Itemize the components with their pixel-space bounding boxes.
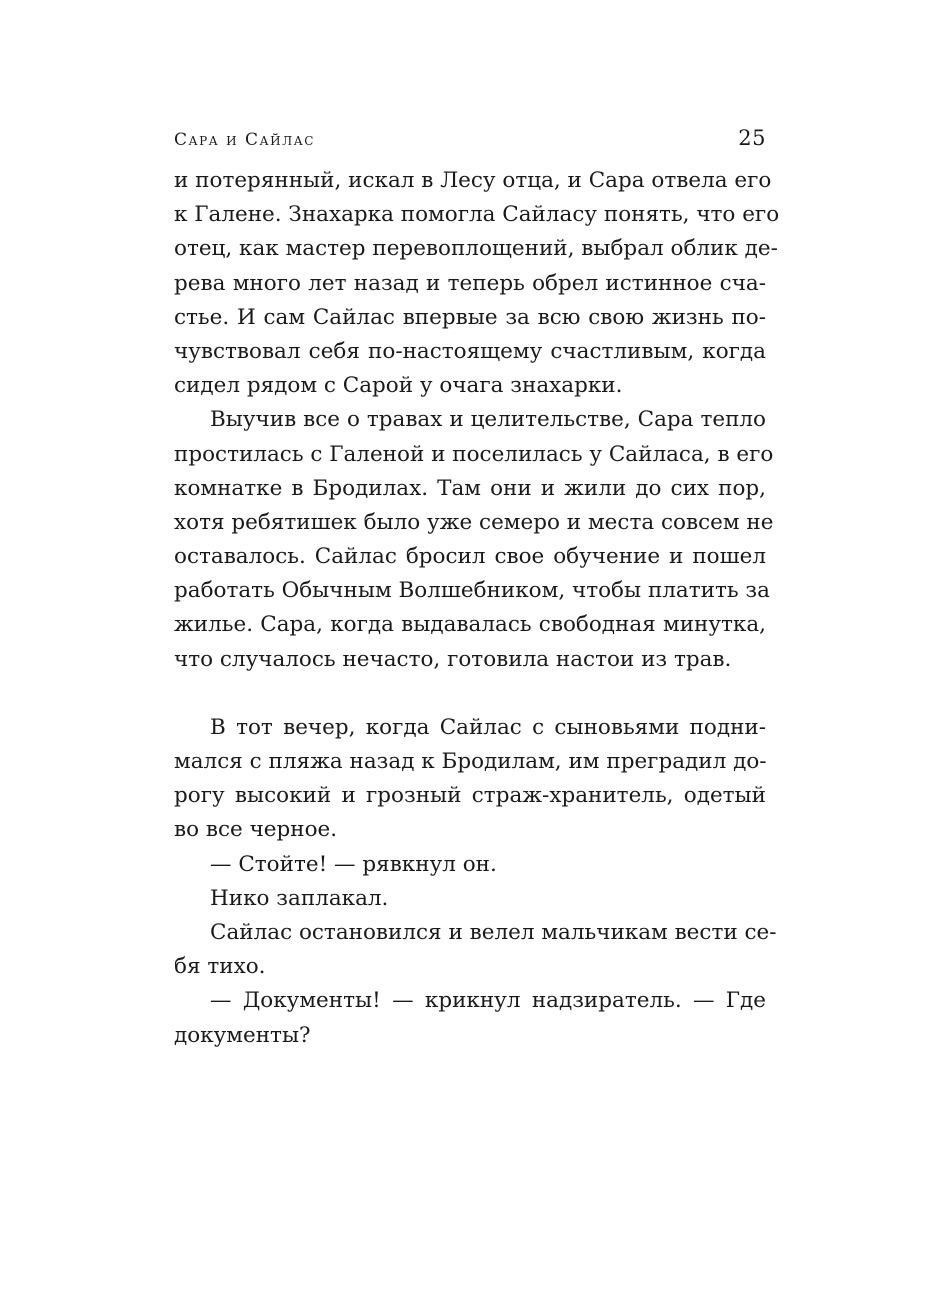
text-line: Нико заплакал.: [210, 885, 389, 911]
text-line: мался с пляжа назад к Бродилам, им преградил до-: [174, 749, 767, 774]
text-line: бя тихо.: [174, 954, 266, 980]
paragraph-1: [174, 164, 780, 403]
text-line: к Галене. Знахарка помогла Сайласу понять, что его: [174, 202, 780, 228]
text-line: жилье. Сара, когда выдавалась свободная минутка,: [174, 612, 766, 638]
text-line: рева много лет назад и теперь обрел истинное сча-: [174, 270, 766, 296]
running-title: Сара и Сайлас: [174, 130, 315, 150]
text-line: простилась с Галеной и поселилась у Сайласа, в его: [174, 441, 774, 467]
text-line: сидел рядом с Сарой у очага знахарки.: [174, 373, 623, 399]
text-line: что случалось нечасто, готовила настои из трав.: [174, 646, 732, 672]
text-line: и потерянный, искал в Лесу отца, и Сара отвела его: [174, 168, 772, 193]
text-line: оставалось. Сайлас бросил свое обучение и пошел: [174, 544, 766, 570]
text-line: рогу высокий и грозный страж-хранитель, одетый: [174, 783, 766, 809]
text-line: документы?: [174, 1022, 311, 1048]
text-line: чувствовал себя по-настоящему счастливым, когда: [174, 338, 766, 364]
paragraph-6: [174, 916, 777, 984]
paragraph-2: [174, 403, 774, 677]
section-break: [174, 677, 766, 711]
paragraph-4: [174, 848, 766, 882]
text-line: хотя ребятишек было уже семеро и места совсем не: [174, 509, 774, 535]
text-line: — Документы! — крикнул надзиратель. — Где: [210, 988, 766, 1014]
paragraph-7: [174, 984, 766, 1052]
text-line: стье. И сам Сайлас впервые за всю свою жизнь по-: [174, 304, 766, 330]
text-line: Сайлас остановился и велел мальчикам вести се-: [210, 919, 777, 945]
text-line: работать Обычным Волшебником, чтобы платить за: [174, 578, 770, 604]
text-line: комнатке в Бродилах. Там они и жили до сих пор,: [174, 475, 766, 501]
paragraph-5: [174, 882, 766, 916]
text-line: отец, как мастер перевоплощений, выбрал облик де-: [174, 236, 778, 262]
text-line: во все черное.: [174, 817, 338, 843]
paragraph-3: [174, 711, 766, 848]
text-line: В тот вечер, когда Сайлас с сыновьями подни-: [210, 714, 766, 740]
running-head: [174, 120, 766, 164]
book-page: [174, 120, 780, 1053]
text-line: Выучив все о травах и целительстве, Сара тепло: [210, 407, 766, 433]
text-line: — Стойте! — рявкнул он.: [210, 851, 497, 877]
page-number: 25: [738, 126, 766, 150]
